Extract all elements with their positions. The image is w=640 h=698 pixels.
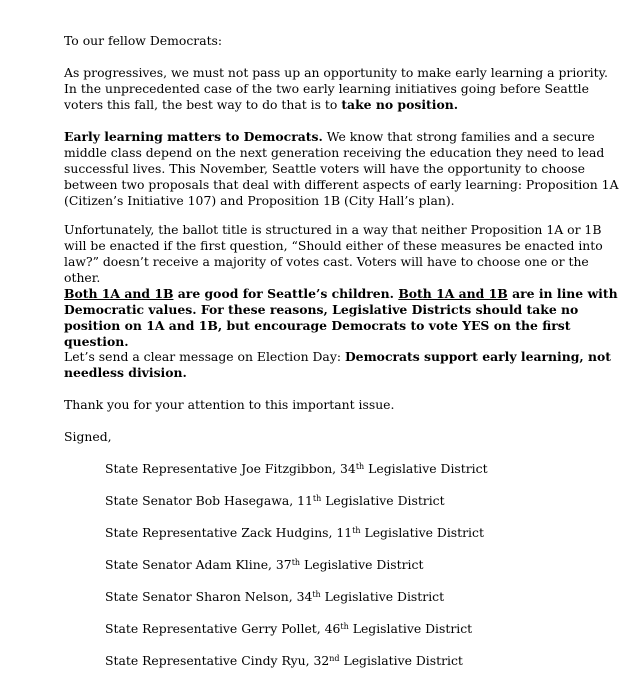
signatory-name: State Representative Zack Hudgins, 11: [105, 525, 353, 540]
signatory-name: State Senator Sharon Nelson, 34: [105, 589, 313, 604]
signatory-name: State Representative Cindy Ryu, 32: [105, 653, 330, 668]
paragraph-early-learning-heading: Early learning matters to Democrats.: [64, 129, 323, 144]
ordinal-suffix: th: [291, 558, 301, 567]
ordinal-suffix: nd: [329, 654, 340, 663]
signatory-name: State Senator Bob Hasegawa, 11: [105, 493, 313, 508]
signatory-district: Legislative District: [339, 653, 463, 668]
paragraph-ballot: Unfortunately, the ballot title is structured in a way that neither Proposition 1A or 1B will be enacted if the first question, “Should either of these measures be enacted into law?” doesn’t receive a majority of votes cast. Voters will have to choose one or the other.: [64, 222, 603, 285]
paragraph-message: [64, 349, 624, 381]
ordinal-suffix: th: [340, 622, 349, 631]
paragraph-thanks: Thank you for your attention to this important issue.: [64, 397, 395, 412]
salutation: To our fellow Democrats:: [64, 33, 223, 48]
signatory-item: [105, 653, 463, 669]
signatory-district: Legislative District: [364, 461, 488, 476]
signatory-district: Legislative District: [300, 557, 424, 572]
signatory-item: [105, 557, 423, 573]
signed-label: Signed,: [64, 429, 112, 444]
signatory-district: Legislative District: [360, 525, 484, 540]
paragraph-intro-text: As progressives, we must not pass up an opportunity to make early learning a priority. In the unprecedented case of the two early learning initiatives going before Seattle voters this fall, the best way to do that is to: [64, 65, 608, 112]
signatory-district: Legislative District: [348, 621, 473, 636]
signatory-name: State Representative Joe Fitzgibbon, 34: [105, 461, 356, 476]
ordinal-suffix: th: [352, 526, 361, 535]
both-1a-1b-underline-1: Both 1A and 1B: [64, 286, 174, 301]
paragraph-both-good-text-1: are good for Seattle’s children.: [173, 286, 399, 301]
ordinal-suffix: th: [355, 462, 365, 471]
paragraph-early-learning-text: We know that strong families and a secure middle class depend on the next generation receiving the education they need to lead successful lives. This November, Seattle voters will have the opportunity to choose between two proposals that deal with different aspects of early learning: Proposition 1A (Citizen’s Initiative 107) and Proposition 1B (City Hall’s plan).: [64, 129, 619, 208]
signatory-district: Legislative District: [320, 589, 445, 604]
paragraph-both-good-text-2: are in line with Democratic values. For these reasons, Legislative Districts should take no position on 1A and 1B, but encourage Democrats to vote YES on the first question.: [64, 286, 618, 349]
signatory-item: [105, 525, 484, 541]
paragraph-early-learning: [64, 129, 624, 209]
paragraph-message-text: Let’s send a clear message on Election Day:: [64, 349, 345, 364]
signatory-item: [105, 589, 444, 605]
signatory-item: [105, 493, 445, 509]
paragraph-intro-emphasis: take no position.: [341, 97, 459, 112]
signatory-item: [105, 621, 472, 637]
signatory-item: [105, 461, 488, 477]
signatory-name: State Senator Adam Kline, 37: [105, 557, 292, 572]
paragraph-message-emphasis: Democrats support early learning, not needless division.: [64, 349, 612, 380]
signatory-name: State Representative Gerry Pollet, 46: [105, 621, 341, 636]
signatory-district: Legislative District: [321, 493, 445, 508]
ordinal-suffix: th: [312, 590, 321, 599]
ordinal-suffix: th: [312, 494, 322, 503]
paragraph-both-good: [64, 286, 624, 350]
paragraph-intro: [64, 65, 624, 113]
both-1a-1b-underline-2: Both 1A and 1B: [398, 286, 508, 301]
